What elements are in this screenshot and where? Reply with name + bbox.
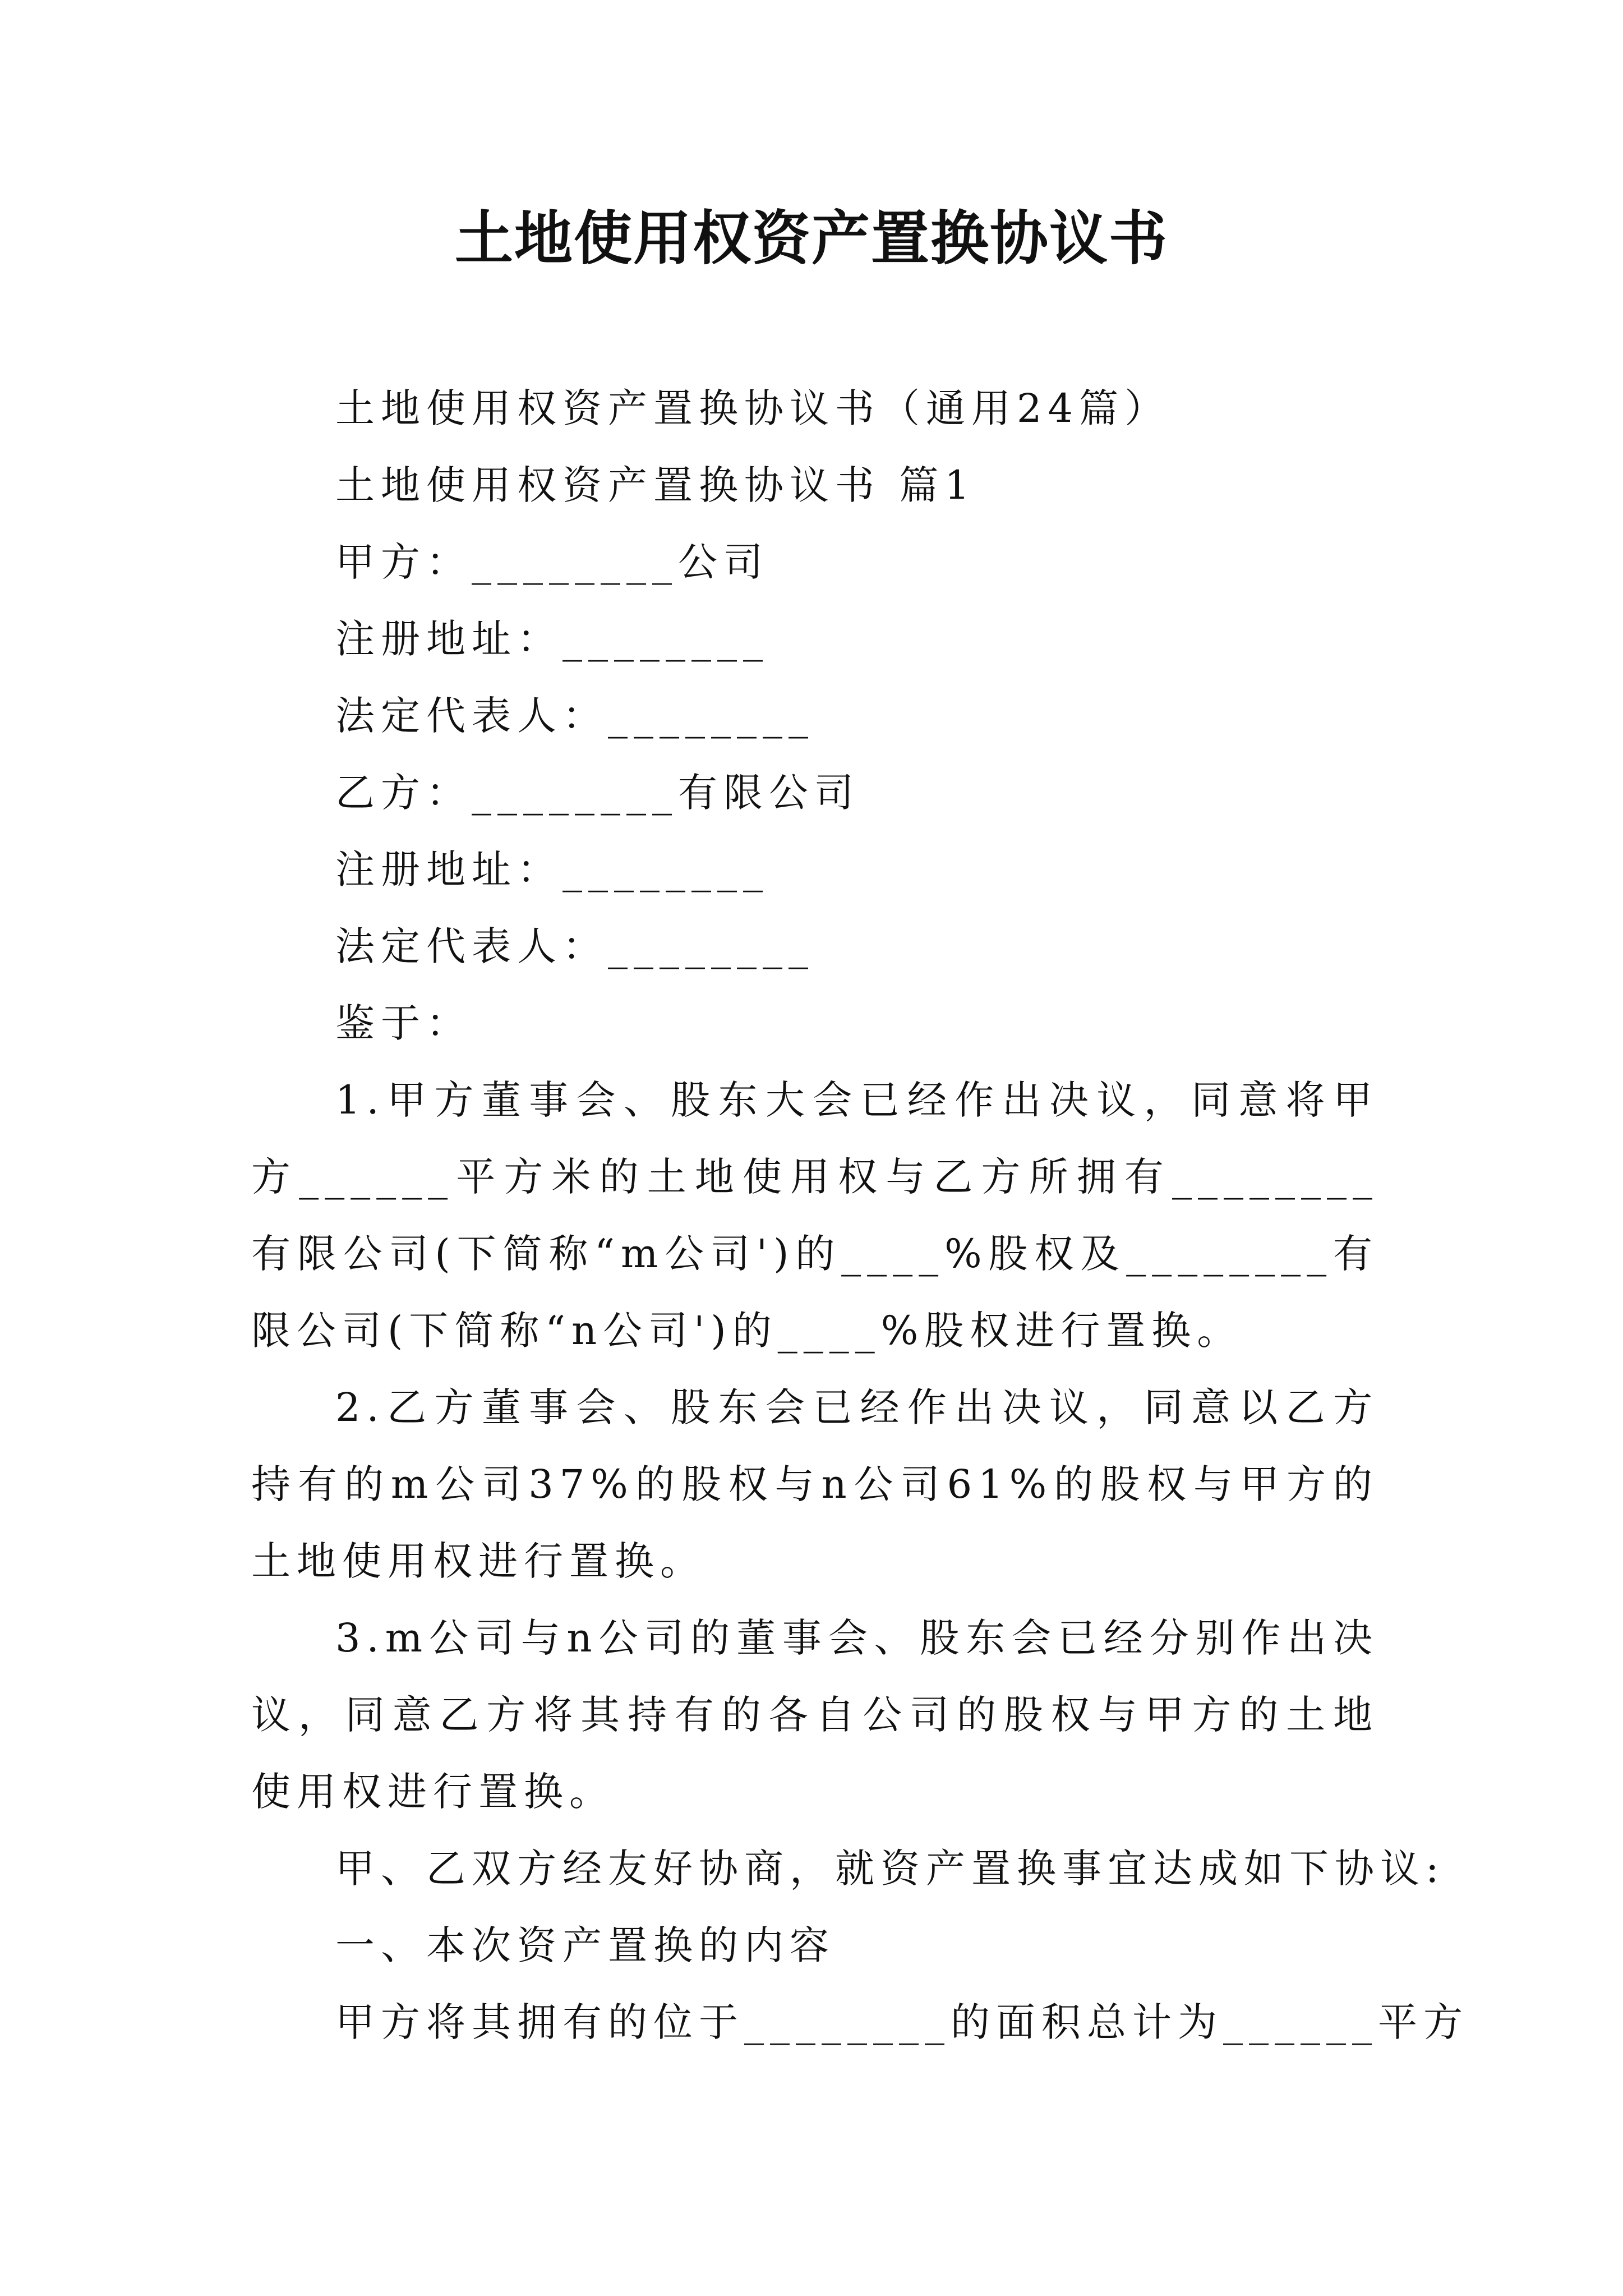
party-b-name: 乙方：________有限公司 bbox=[335, 770, 860, 816]
document-title: 土地使用权资产置换协议书 bbox=[454, 204, 1168, 273]
section-1-paragraph: 甲方将其拥有的位于________的面积总计为______平方 bbox=[335, 1999, 1469, 2045]
whereas-heading: 鉴于： bbox=[335, 1000, 472, 1046]
party-b-address: 注册地址：________ bbox=[335, 846, 769, 892]
recital-paragraph-1: 1.甲方董事会、股东大会已经作出决议，同意将甲方______平方米的土地使用权与乙方所拥有________有限公司(下简称“m公司')的____%股权及________有限公司(下简称“n公司')的____%股权进行置换。 bbox=[251, 1077, 1378, 1354]
party-b-representative: 法定代表人：________ bbox=[335, 923, 814, 969]
party-a-name: 甲方：________公司 bbox=[335, 539, 769, 585]
recital-paragraph-2: 2.乙方董事会、股东会已经作出决议，同意以乙方持有的m公司37%的股权与n公司61%的股权与甲方的土地使用权进行置换。 bbox=[251, 1384, 1378, 1584]
recital-paragraph-3: 3.m公司与n公司的董事会、股东会已经分别作出决议，同意乙方将其持有的各自公司的股权与甲方的土地使用权进行置换。 bbox=[251, 1615, 1378, 1815]
party-a-address: 注册地址：________ bbox=[335, 616, 769, 662]
party-a-representative: 法定代表人：________ bbox=[335, 693, 814, 739]
agreement-intro: 甲、乙双方经友好协商，就资产置换事宜达成如下协议: bbox=[335, 1846, 1445, 1892]
subtitle-line: 土地使用权资产置换协议书（通用24篇） bbox=[335, 385, 1170, 431]
section-heading-1: 一、本次资产置换的内容 bbox=[335, 1922, 835, 1968]
document-body bbox=[251, 370, 1469, 2061]
chapter-heading: 土地使用权资产置换协议书 篇1 bbox=[335, 462, 976, 508]
